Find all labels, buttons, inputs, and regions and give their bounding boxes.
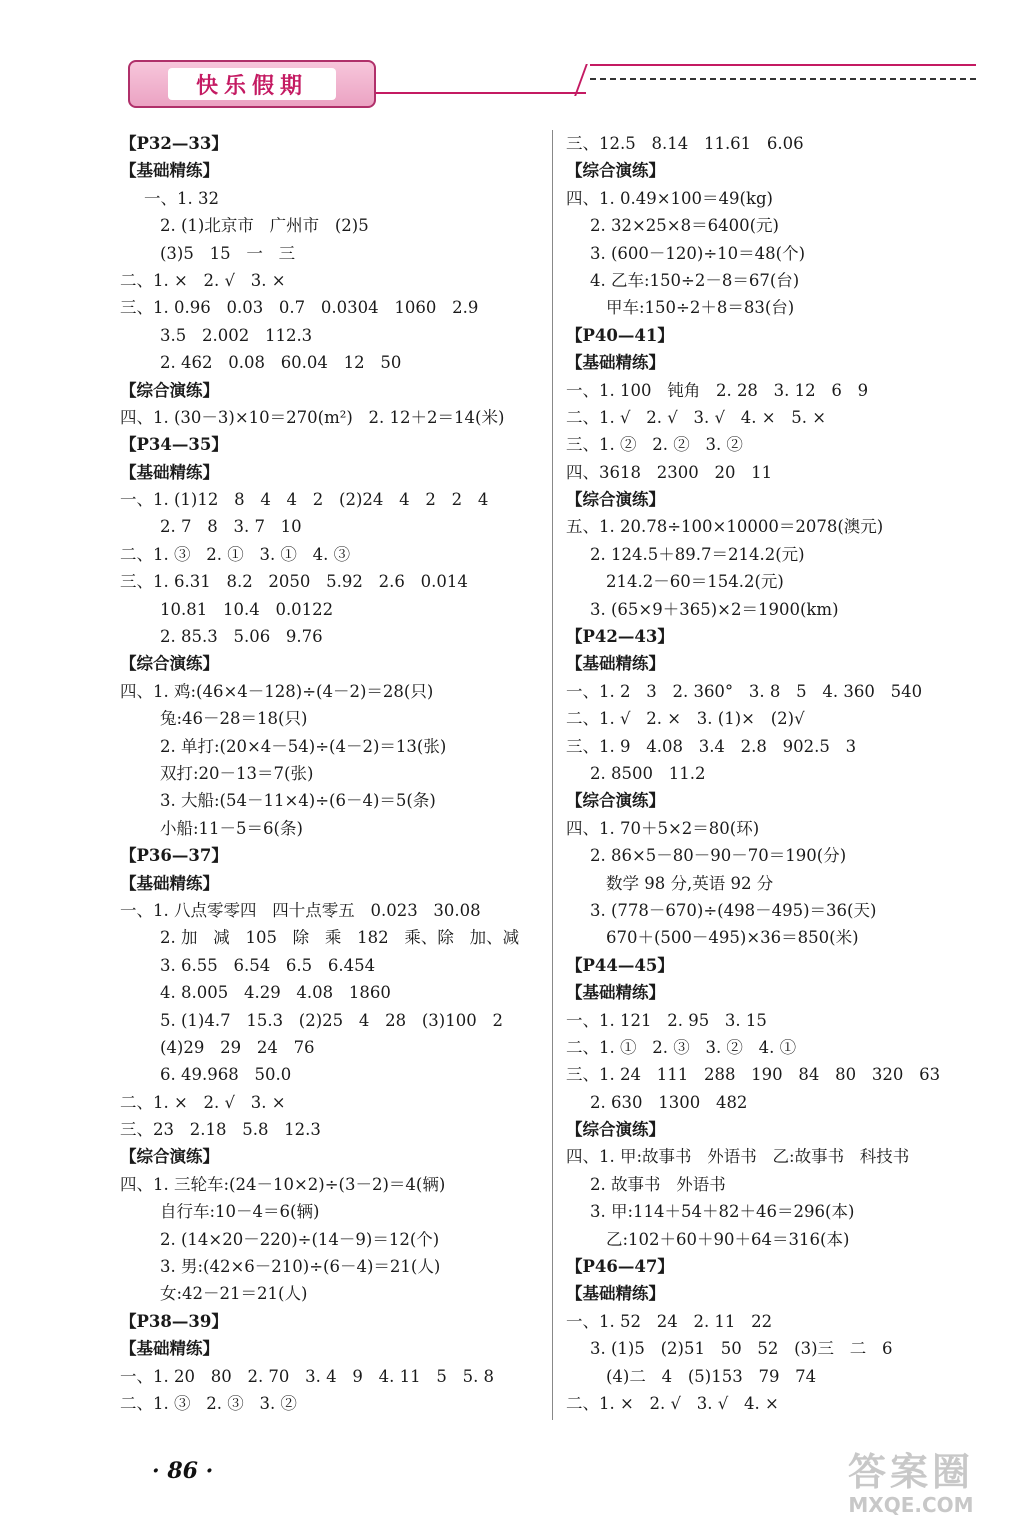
- answer-line: 数学 98 分,英语 92 分: [606, 873, 774, 893]
- answer-line: 三、12.5 8.14 11.61 6.06: [566, 134, 804, 153]
- section-heading: 【基础精练】: [566, 654, 665, 674]
- answer-line: 2. 630 1300 482: [590, 1092, 748, 1112]
- section-heading: 【综合演练】: [566, 791, 665, 811]
- answer-line: 3. 男:(42×6－210)÷(6－4)＝21(人): [160, 1257, 441, 1277]
- header-dashed-rule: [590, 78, 976, 80]
- answer-line: 一、1. 32: [144, 188, 219, 208]
- answer-line: 2. 32×25×8＝6400(元): [590, 216, 779, 236]
- answer-line: 二、1. √ 2. × 3. (1)× (2)√: [566, 709, 805, 729]
- answer-line: 一、1. 52 24 2. 11 22: [566, 1311, 773, 1331]
- column-divider: [552, 130, 553, 1420]
- watermark: [826, 1450, 996, 1520]
- answer-line: 2. 故事书 外语书: [590, 1174, 726, 1194]
- header-title-box: [128, 60, 376, 108]
- answer-line: 四、1. 鸡:(46×4－128)÷(4－2)＝28(只): [120, 681, 434, 701]
- answer-line: 四、1. 70＋5×2＝80(环): [566, 818, 760, 838]
- section-heading: 【P32—33】: [120, 134, 228, 153]
- section-heading: 【P46—47】: [566, 1257, 674, 1277]
- answer-line: 3. 6.55 6.54 6.5 6.454: [160, 955, 376, 975]
- answer-line: 二、1. × 2. √ 3. ×: [120, 270, 286, 290]
- answer-line: 670＋(500－495)×36＝850(米): [606, 928, 859, 948]
- answer-line: 一、1. 20 80 2. 70 3. 4 9 4. 11 5 5. 8: [120, 1366, 495, 1386]
- header-rule: [376, 92, 586, 94]
- answer-line: 3. (600－120)÷10＝48(个): [590, 243, 806, 263]
- answer-line: 三、1. 0.96 0.03 0.7 0.0304 1060 2.9: [120, 298, 479, 318]
- answer-line: 2. 8500 11.2: [590, 763, 706, 783]
- section-heading: 【基础精练】: [120, 1339, 219, 1359]
- answer-column-right: [566, 130, 986, 1417]
- answer-line: 女:42－21＝21(人): [160, 1284, 308, 1304]
- answer-line: 2. 7 8 3. 7 10: [160, 517, 302, 537]
- answer-line: (4)二 4 (5)153 79 74: [606, 1366, 817, 1386]
- answer-line: 三、1. 9 4.08 3.4 2.8 902.5 3: [566, 736, 857, 756]
- answer-line: 二、1. ③ 2. ③ 3. ②: [120, 1393, 297, 1413]
- answer-line: 三、23 2.18 5.8 12.3: [120, 1120, 321, 1140]
- answer-line: 乙:102＋60＋90＋64＝316(本): [606, 1229, 850, 1249]
- answer-line: 四、3618 2300 20 11: [566, 462, 773, 482]
- answer-line: 2. 462 0.08 60.04 12 50: [160, 353, 402, 373]
- section-heading: 【综合演练】: [566, 161, 665, 181]
- answer-line: 一、1. 2 3 2. 360° 3. 8 5 4. 360 540: [566, 681, 923, 701]
- answer-line: 4. 8.005 4.29 4.08 1860: [160, 983, 391, 1003]
- section-heading: 【P36—37】: [120, 846, 228, 866]
- section-heading: 【基础精练】: [566, 983, 665, 1003]
- section-heading: 【综合演练】: [120, 1147, 219, 1167]
- section-heading: 【基础精练】: [120, 873, 219, 893]
- answer-line: 四、1. (30－3)×10＝270(m²) 2. 12＋2＝14(米): [120, 407, 505, 427]
- answer-line: (4)29 29 24 76: [160, 1037, 315, 1057]
- answer-line: 一、1. (1)12 8 4 4 2 (2)24 4 2 2 4: [120, 490, 489, 510]
- section-heading: 【综合演练】: [120, 380, 219, 400]
- answer-column-left: [120, 130, 545, 1417]
- section-heading: 【P42—43】: [566, 627, 674, 647]
- section-heading: 【基础精练】: [120, 161, 219, 181]
- section-heading: 【P44—45】: [566, 955, 674, 975]
- answer-line: 三、1. 6.31 8.2 2050 5.92 2.6 0.014: [120, 572, 468, 592]
- answer-line: 二、1. × 2. √ 3. √ 4. ×: [566, 1393, 779, 1413]
- answer-line: 2. 124.5＋89.7＝214.2(元): [590, 544, 805, 564]
- answer-line: 四、1. 甲:故事书 外语书 乙:故事书 科技书: [566, 1147, 910, 1167]
- section-heading: 【P38—39】: [120, 1311, 228, 1331]
- answer-line: 二、1. √ 2. √ 3. √ 4. × 5. ×: [566, 407, 827, 427]
- answer-line: 三、1. 24 111 288 190 84 80 320 63: [566, 1065, 941, 1085]
- watermark-logo: 答案圈: [847, 1450, 974, 1494]
- answer-line: 6. 49.968 50.0: [160, 1065, 292, 1085]
- header-title: 快乐假期: [168, 68, 336, 100]
- answer-line: 3. 大船:(54－11×4)÷(6－4)＝5(条): [160, 791, 436, 811]
- page-number: · 86 ·: [152, 1458, 214, 1484]
- section-heading: 【基础精练】: [566, 353, 665, 373]
- answer-line: 四、1. 0.49×100＝49(kg): [566, 188, 773, 208]
- section-heading: 【P34—35】: [120, 435, 228, 455]
- watermark-url: MXQE.COM: [848, 1493, 974, 1517]
- answer-line: 一、1. 100 钝角 2. 28 3. 12 6 9: [566, 380, 869, 400]
- answer-line: 3. (65×9＋365)×2＝1900(km): [590, 599, 839, 619]
- answer-line: 二、1. ① 2. ③ 3. ② 4. ①: [566, 1037, 797, 1057]
- answer-line: 10.81 10.4 0.0122: [160, 599, 334, 619]
- answer-line: 3. 甲:114＋54＋82＋46＝296(本): [590, 1202, 855, 1222]
- answer-line: 一、1. 121 2. 95 3. 15: [566, 1010, 767, 1030]
- answer-line: 2. 单打:(20×4－54)÷(4－2)＝13(张): [160, 736, 447, 756]
- answer-line: 小船:11－5＝6(条): [160, 818, 303, 838]
- header-top-rule: [590, 64, 976, 66]
- answer-line: 二、1. ③ 2. ① 3. ① 4. ③: [120, 544, 351, 564]
- answer-line: 二、1. × 2. √ 3. ×: [120, 1092, 286, 1112]
- answer-line: 2. 86×5－80－90－70＝190(分): [590, 846, 847, 866]
- answer-line: 3. (1)5 (2)51 50 52 (3)三 二 6: [590, 1339, 893, 1359]
- answer-line: 四、1. 三轮车:(24－10×2)÷(3－2)＝4(辆): [120, 1174, 446, 1194]
- answer-line: 2. (1)北京市 广州市 (2)5: [160, 216, 369, 236]
- answer-line: 2. 85.3 5.06 9.76: [160, 627, 323, 647]
- answer-line: 五、1. 20.78÷100×10000＝2078(澳元): [566, 517, 884, 537]
- answer-line: (3)5 15 一 三: [160, 243, 296, 263]
- answer-line: 5. (1)4.7 15.3 (2)25 4 28 (3)100 2: [160, 1010, 503, 1030]
- answer-line: 3. (778－670)÷(498－495)＝36(天): [590, 900, 877, 920]
- section-heading: 【综合演练】: [566, 1120, 665, 1140]
- answer-line: 三、1. ② 2. ② 3. ②: [566, 435, 743, 455]
- answer-line: 214.2－60＝154.2(元): [606, 572, 784, 592]
- section-heading: 【基础精练】: [120, 462, 219, 482]
- answer-line: 自行车:10－4＝6(辆): [160, 1202, 320, 1222]
- section-heading: 【基础精练】: [566, 1284, 665, 1304]
- answer-line: 兔:46－28＝18(只): [160, 709, 308, 729]
- section-heading: 【综合演练】: [120, 654, 219, 674]
- answer-line: 一、1. 八点零零四 四十点零五 0.023 30.08: [120, 900, 481, 920]
- section-heading: 【P40—41】: [566, 325, 674, 345]
- answer-line: 2. 加 减 105 除 乘 182 乘、除 加、减: [160, 928, 520, 948]
- answer-line: 2. (14×20－220)÷(14－9)＝12(个): [160, 1229, 440, 1249]
- answer-line: 甲车:150÷2＋8＝83(台): [606, 298, 795, 318]
- section-heading: 【综合演练】: [566, 490, 665, 510]
- answer-line: 3.5 2.002 112.3: [160, 325, 313, 345]
- answer-line: 4. 乙车:150÷2－8＝67(台): [590, 270, 800, 290]
- answer-line: 双打:20－13＝7(张): [160, 763, 314, 783]
